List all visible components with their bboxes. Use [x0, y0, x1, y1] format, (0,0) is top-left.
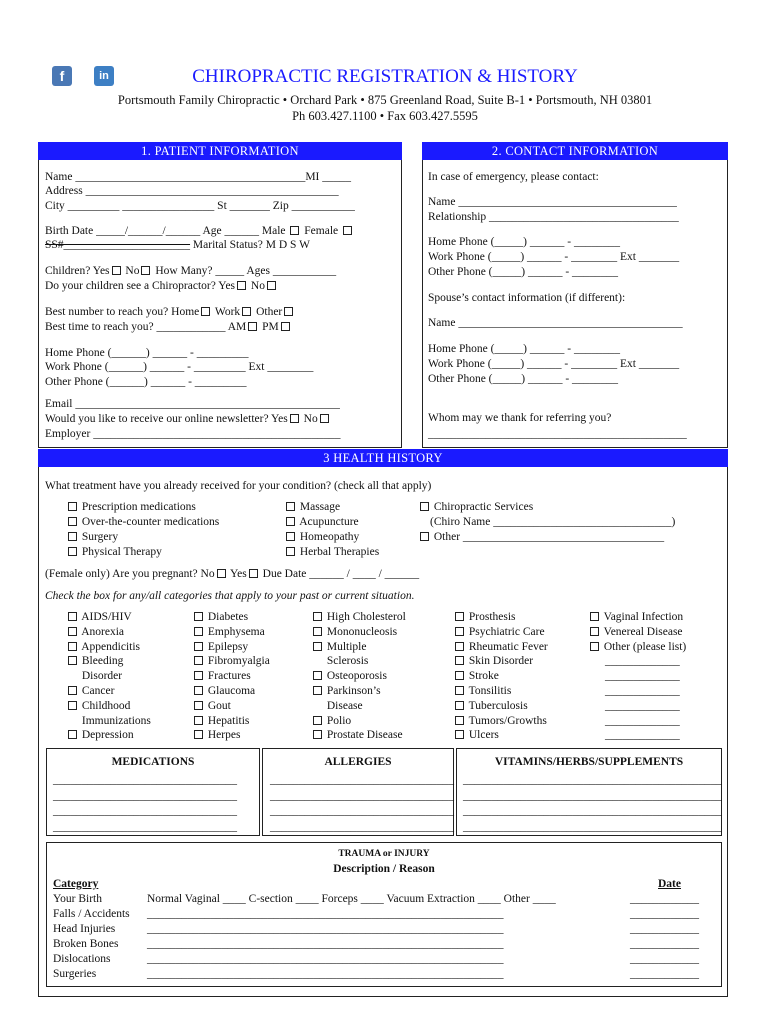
- allergy-line[interactable]: ________________________________: [270, 774, 454, 786]
- condition-option[interactable]: Fractures: [192, 670, 251, 682]
- trauma-description-field[interactable]: ______________________________________________________________: [147, 923, 504, 935]
- treatment-option-checkbox[interactable]: [68, 502, 77, 511]
- condition-option-checkbox[interactable]: [313, 642, 322, 651]
- condition-option[interactable]: Psychiatric Care: [453, 626, 545, 638]
- treatment-option-checkbox[interactable]: [286, 532, 295, 541]
- condition-option[interactable]: Prosthesis: [453, 611, 516, 623]
- newsletter-no-checkbox[interactable]: [320, 414, 329, 423]
- best-other-checkbox[interactable]: [284, 307, 293, 316]
- condition-option[interactable]: Multiple: [311, 641, 367, 653]
- best-number-field[interactable]: Best number to reach you? Home Work Other: [45, 306, 295, 318]
- other-condition-line[interactable]: _____________: [605, 655, 680, 668]
- medication-line[interactable]: ________________________________: [53, 820, 237, 833]
- condition-option-checkbox[interactable]: [194, 612, 203, 621]
- condition-option[interactable]: Glaucoma: [192, 685, 255, 697]
- relationship-field[interactable]: Relationship _________________________________: [428, 211, 679, 223]
- condition-option[interactable]: Vaginal Infection: [588, 611, 683, 623]
- emergency-label: In case of emergency, please contact:: [428, 171, 599, 183]
- clinic-address: Portsmouth Family Chiropractic • Orchard Park • 875 Greenland Road, Suite B-1 • Portsmouth, NH 03801: [117, 93, 653, 107]
- emergency-home-phone[interactable]: Home Phone (_____) ______ - ________: [428, 236, 620, 248]
- condition-option-checkbox[interactable]: [455, 686, 464, 695]
- condition-option: Disease: [324, 699, 363, 712]
- condition-option-checkbox[interactable]: [455, 730, 464, 739]
- page-title: CHIROPRACTIC REGISTRATION & HISTORY: [192, 66, 578, 87]
- linkedin-icon[interactable]: in: [94, 66, 114, 86]
- condition-option: Sclerosis: [324, 655, 369, 668]
- condition-option[interactable]: Fibromyalgia: [192, 655, 270, 667]
- condition-option-checkbox[interactable]: [194, 627, 203, 636]
- trauma-description-field[interactable]: ______________________________________________________________: [147, 908, 504, 920]
- trauma-category: Surgeries: [53, 968, 97, 980]
- trauma-heading: TRAUMA or INJURY: [338, 849, 430, 859]
- condition-option[interactable]: Appendicitis: [66, 641, 140, 653]
- chiropractic-services-checkbox[interactable]: [420, 502, 429, 511]
- spouse-other-phone[interactable]: Other Phone (_____) ______ - ________: [428, 373, 619, 385]
- condition-option[interactable]: Depression: [66, 729, 134, 741]
- spouse-work-phone[interactable]: Work Phone (_____) ______ - ________ Ext _______: [428, 358, 680, 370]
- condition-option-checkbox[interactable]: [590, 627, 599, 636]
- condition-option-checkbox[interactable]: [590, 612, 599, 621]
- condition-option[interactable]: AIDS/HIV: [66, 611, 132, 623]
- condition-option-checkbox[interactable]: [68, 701, 77, 710]
- condition-option[interactable]: Other (please list): [588, 641, 686, 653]
- emergency-other-phone[interactable]: Other Phone (_____) ______ - ________: [428, 266, 619, 278]
- spouse-name-field[interactable]: Name _______________________________________: [428, 317, 683, 329]
- trauma-subheading: Description / Reason: [333, 863, 435, 875]
- contact-information-heading: 2. CONTACT INFORMATION: [422, 142, 728, 160]
- condition-option[interactable]: Mononucleosis: [311, 626, 397, 638]
- children-field[interactable]: Children? Yes No How Many? _____ Ages ___________: [45, 265, 337, 277]
- treatment-option[interactable]: Surgery: [66, 531, 118, 543]
- vitamins-heading: VITAMINS/HERBS/SUPPLEMENTS: [494, 756, 684, 768]
- condition-option[interactable]: Polio: [311, 715, 351, 727]
- medications-heading: MEDICATIONS: [111, 756, 195, 768]
- condition-option-checkbox[interactable]: [313, 730, 322, 739]
- other-phone-field[interactable]: Other Phone (______) ______ - _________: [45, 376, 247, 388]
- work-phone-field[interactable]: Work Phone (______) ______ - _________ Ext ________: [45, 361, 314, 373]
- vitamin-line[interactable]: _____________________________________________: [463, 805, 722, 817]
- allergy-line[interactable]: ________________________________: [270, 820, 454, 833]
- trauma-date-field[interactable]: ____________: [630, 908, 699, 920]
- condition-option-checkbox[interactable]: [68, 656, 77, 665]
- condition-option-checkbox[interactable]: [68, 612, 77, 621]
- category-heading: Category: [53, 878, 99, 890]
- treatment-option[interactable]: Homeopathy: [284, 531, 359, 543]
- best-time-field[interactable]: Best time to reach you? ____________ AM PM: [45, 321, 292, 333]
- allergy-line[interactable]: ________________________________: [270, 805, 454, 817]
- newsletter-field[interactable]: Would you like to receive our online newsletter? Yes No: [45, 413, 331, 425]
- condition-option-checkbox[interactable]: [194, 716, 203, 725]
- treatment-question: What treatment have you already received for your condition? (check all that apply): [45, 480, 432, 492]
- condition-option: Disorder: [79, 670, 123, 683]
- condition-option[interactable]: Ulcers: [453, 729, 499, 741]
- treatment-option[interactable]: Massage: [284, 501, 340, 513]
- name-field[interactable]: Name ________________________________________MI _____: [45, 171, 352, 183]
- allergy-line[interactable]: ________________________________: [270, 789, 454, 802]
- treatment-option-checkbox[interactable]: [68, 547, 77, 556]
- pm-checkbox[interactable]: [281, 322, 290, 331]
- condition-option[interactable]: Cancer: [66, 685, 114, 697]
- address-field[interactable]: Address ____________________________________________: [45, 185, 339, 197]
- condition-option[interactable]: Bleeding: [66, 655, 123, 667]
- condition-option-checkbox[interactable]: [194, 642, 203, 651]
- condition-option-checkbox[interactable]: [313, 627, 322, 636]
- trauma-description-field[interactable]: ______________________________________________________________: [147, 953, 504, 965]
- trauma-category: Head Injuries: [53, 923, 116, 935]
- email-field[interactable]: Email ______________________________________________: [45, 398, 340, 410]
- trauma-description-field[interactable]: Normal Vaginal ____ C-section ____ Forceps ____ Vacuum Extraction ____ Other ____: [147, 893, 556, 905]
- children-no-checkbox[interactable]: [141, 266, 150, 275]
- medication-line[interactable]: ________________________________: [53, 774, 237, 786]
- trauma-category: Your Birth: [53, 893, 102, 905]
- condition-option-checkbox[interactable]: [313, 671, 322, 680]
- conditions-instruction: Check the box for any/all categories that apply to your past or current situation.: [45, 590, 415, 602]
- condition-option[interactable]: High Cholesterol: [311, 611, 406, 623]
- condition-option-checkbox[interactable]: [590, 642, 599, 651]
- condition-option[interactable]: Rheumatic Fever: [453, 641, 548, 653]
- date-heading: Date: [658, 878, 681, 890]
- children-chiro-no-checkbox[interactable]: [267, 281, 276, 290]
- other-condition-line[interactable]: _____________: [605, 670, 680, 683]
- newsletter-yes-checkbox[interactable]: [290, 414, 299, 423]
- condition-option-checkbox[interactable]: [194, 686, 203, 695]
- allergies-heading: ALLERGIES: [324, 756, 392, 768]
- treatment-option-checkbox[interactable]: [68, 517, 77, 526]
- treatment-option[interactable]: Physical Therapy: [66, 546, 162, 558]
- health-history-heading: 3 HEALTH HISTORY: [38, 449, 728, 467]
- condition-option[interactable]: Emphysema: [192, 626, 265, 638]
- emergency-name-field[interactable]: Name ______________________________________: [428, 196, 677, 208]
- referral-label: Whom may we thank for referring you?: [428, 412, 612, 424]
- treatment-option[interactable]: Acupuncture: [284, 516, 359, 528]
- trauma-category: Falls / Accidents: [53, 908, 130, 920]
- male-checkbox[interactable]: [290, 226, 299, 235]
- treatment-option[interactable]: Prescription medications: [66, 501, 196, 513]
- condition-option[interactable]: Tuberculosis: [453, 700, 528, 712]
- vitamin-line[interactable]: _____________________________________________: [463, 789, 722, 802]
- trauma-date-field[interactable]: ____________: [630, 893, 699, 905]
- other-condition-line[interactable]: _____________: [605, 729, 680, 742]
- treatment-option[interactable]: Herbal Therapies: [284, 546, 379, 558]
- condition-option-checkbox[interactable]: [194, 730, 203, 739]
- treatment-option-checkbox[interactable]: [286, 517, 295, 526]
- best-work-checkbox[interactable]: [242, 307, 251, 316]
- other-condition-line[interactable]: _____________: [605, 699, 680, 712]
- trauma-category: Dislocations: [53, 953, 111, 965]
- condition-option-checkbox[interactable]: [68, 627, 77, 636]
- pregnant-yes-checkbox[interactable]: [249, 569, 258, 578]
- best-home-checkbox[interactable]: [201, 307, 210, 316]
- clinic-phone: Ph 603.427.1100 • Fax 603.427.5595: [292, 109, 478, 123]
- condition-option-checkbox[interactable]: [455, 612, 464, 621]
- vitamin-line[interactable]: _____________________________________________: [463, 774, 722, 786]
- condition-option-checkbox[interactable]: [194, 671, 203, 680]
- female-checkbox[interactable]: [343, 226, 352, 235]
- condition-option-checkbox[interactable]: [455, 671, 464, 680]
- condition-option[interactable]: Herpes: [192, 729, 240, 741]
- spouse-label: Spouse’s contact information (if different):: [428, 292, 626, 304]
- condition-option-checkbox[interactable]: [194, 701, 203, 710]
- vitamin-line[interactable]: _____________________________________________: [463, 820, 722, 833]
- pregnancy-field[interactable]: (Female only) Are you pregnant? No Yes Due Date ______ / ____ / ______: [45, 568, 420, 580]
- city-state-zip-field[interactable]: City _________ ________________ St _______ Zip ___________: [45, 200, 355, 212]
- birthdate-age-field[interactable]: Birth Date _____/______/______ Age ______ Male Female: [45, 225, 354, 237]
- trauma-date-field[interactable]: ____________: [630, 953, 699, 965]
- trauma-category: Broken Bones: [53, 938, 119, 950]
- condition-option[interactable]: Osteoporosis: [311, 670, 387, 682]
- condition-option-checkbox[interactable]: [455, 701, 464, 710]
- condition-option[interactable]: Anorexia: [66, 626, 124, 638]
- spouse-home-phone[interactable]: Home Phone (_____) ______ - ________: [428, 343, 620, 355]
- condition-option-checkbox[interactable]: [68, 642, 77, 651]
- condition-option-checkbox[interactable]: [455, 627, 464, 636]
- condition-option: Immunizations: [79, 714, 151, 727]
- condition-option[interactable]: Venereal Disease: [588, 626, 683, 638]
- medication-line[interactable]: ________________________________: [53, 805, 237, 817]
- condition-option[interactable]: Epilepsy: [192, 641, 248, 653]
- home-phone-field[interactable]: Home Phone (______) ______ - _________: [45, 347, 249, 359]
- condition-option[interactable]: Skin Disorder: [453, 655, 533, 667]
- condition-option-checkbox[interactable]: [455, 642, 464, 651]
- treatment-option-checkbox[interactable]: [286, 547, 295, 556]
- condition-option[interactable]: Parkinson’s: [311, 685, 381, 697]
- other-condition-line[interactable]: _____________: [605, 714, 680, 727]
- trauma-date-field[interactable]: ____________: [630, 923, 699, 935]
- children-yes-checkbox[interactable]: [112, 266, 121, 275]
- condition-option-checkbox[interactable]: [455, 716, 464, 725]
- trauma-description-field[interactable]: ______________________________________________________________: [147, 938, 504, 950]
- condition-option-checkbox[interactable]: [455, 656, 464, 665]
- condition-option[interactable]: Tumors/Growths: [453, 715, 547, 727]
- chiropractic-services-option[interactable]: Chiropractic Services: [418, 501, 533, 513]
- condition-option[interactable]: Gout: [192, 700, 231, 712]
- condition-option-checkbox[interactable]: [313, 716, 322, 725]
- ssn-marital-field[interactable]: SS#______________________ Marital Status? M D S W: [45, 239, 310, 251]
- trauma-date-field[interactable]: ____________: [630, 968, 699, 980]
- emergency-work-phone[interactable]: Work Phone (_____) ______ - ________ Ext _______: [428, 251, 680, 263]
- condition-option-checkbox[interactable]: [194, 656, 203, 665]
- condition-option[interactable]: Stroke: [453, 670, 499, 682]
- treatment-option[interactable]: Over-the-counter medications: [66, 516, 219, 528]
- facebook-icon[interactable]: f: [52, 66, 72, 86]
- trauma-date-field[interactable]: ____________: [630, 938, 699, 950]
- am-checkbox[interactable]: [248, 322, 257, 331]
- other-treatment-checkbox[interactable]: [420, 532, 429, 541]
- pregnant-no-checkbox[interactable]: [217, 569, 226, 578]
- children-chiro-field[interactable]: Do your children see a Chiropractor? Yes No: [45, 280, 278, 292]
- referral-field[interactable]: _____________________________________________: [428, 428, 687, 440]
- chiro-name-field[interactable]: (Chiro Name _______________________________): [430, 516, 676, 528]
- condition-option[interactable]: Tonsilitis: [453, 685, 511, 697]
- condition-option-checkbox[interactable]: [313, 612, 322, 621]
- treatment-option-checkbox[interactable]: [286, 502, 295, 511]
- other-treatment-option[interactable]: Other ___________________________________: [418, 531, 664, 543]
- condition-option-checkbox[interactable]: [313, 686, 322, 695]
- condition-option[interactable]: Diabetes: [192, 611, 248, 623]
- condition-option[interactable]: Childhood: [66, 700, 130, 712]
- children-chiro-yes-checkbox[interactable]: [237, 281, 246, 290]
- condition-option[interactable]: Hepatitis: [192, 715, 249, 727]
- condition-option-checkbox[interactable]: [68, 686, 77, 695]
- other-condition-line[interactable]: _____________: [605, 685, 680, 697]
- treatment-option-checkbox[interactable]: [68, 532, 77, 541]
- patient-information-heading: 1. PATIENT INFORMATION: [38, 142, 402, 160]
- condition-option[interactable]: Prostate Disease: [311, 729, 403, 741]
- condition-option-checkbox[interactable]: [68, 730, 77, 739]
- trauma-description-field[interactable]: ______________________________________________________________: [147, 968, 504, 980]
- employer-field[interactable]: Employer ___________________________________________: [45, 428, 341, 440]
- medication-line[interactable]: ________________________________: [53, 789, 237, 802]
